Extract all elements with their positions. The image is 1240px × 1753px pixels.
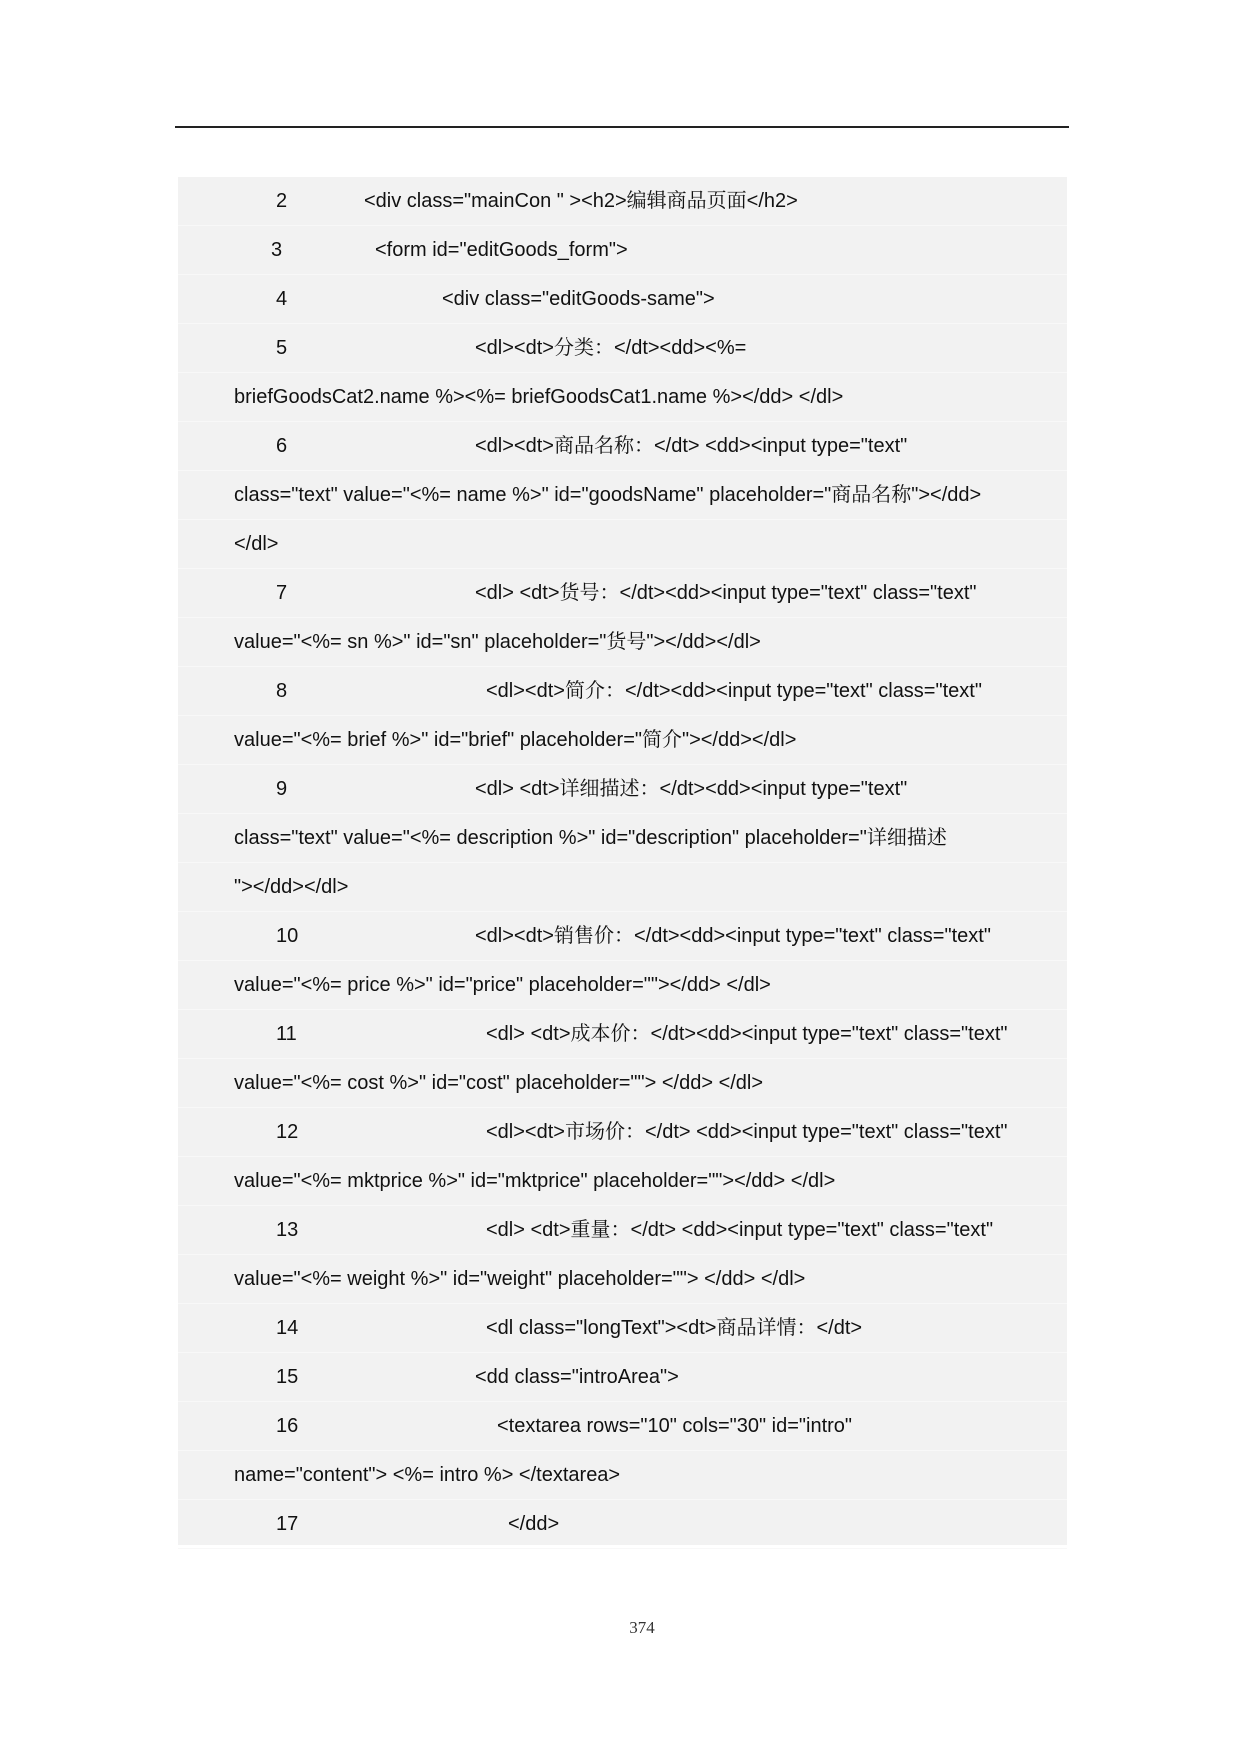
line-code: <div class="editGoods-same"> — [442, 288, 715, 310]
line-number: 9 — [276, 778, 288, 800]
line-code: <dl> <dt>重量：</dt> <dd><input type="text" class="text" — [486, 1219, 994, 1241]
code-line — [178, 422, 1067, 471]
line-number: 7 — [276, 582, 288, 604]
line-number: 15 — [276, 1366, 299, 1388]
code-line — [178, 912, 1067, 961]
line-code: <dl class="longText"><dt>商品详情：</dt> — [486, 1317, 863, 1339]
line-code: <dd class="introArea"> — [475, 1366, 679, 1388]
line-number: 5 — [276, 337, 288, 359]
code-line-continuation — [178, 814, 1067, 863]
line-number: 12 — [276, 1121, 299, 1143]
code-line-continuation — [178, 373, 1067, 422]
code-line — [178, 324, 1067, 373]
line-code: </dd> — [508, 1513, 560, 1535]
line-code: <dl><dt>商品名称：</dt> <dd><input type="text" — [475, 435, 908, 457]
code-line — [178, 667, 1067, 716]
line-code-continuation: </dl> — [234, 533, 279, 555]
line-code-continuation: "></dd></dl> — [234, 876, 349, 898]
code-line — [178, 765, 1067, 814]
line-number: 2 — [276, 190, 288, 212]
code-listing — [178, 177, 1067, 1545]
line-number: 10 — [276, 925, 299, 947]
code-line-continuation — [178, 618, 1067, 667]
code-line-continuation — [178, 520, 1067, 569]
code-line-continuation — [178, 863, 1067, 912]
line-code-continuation: value="<%= mktprice %>" id="mktprice" placeholder=""></dd> </dl> — [234, 1170, 836, 1192]
line-number: 4 — [276, 288, 288, 310]
line-number: 8 — [276, 680, 288, 702]
line-number: 13 — [276, 1219, 299, 1241]
code-line — [178, 275, 1067, 324]
line-code-continuation: value="<%= price %>" id="price" placeholder=""></dd> </dl> — [234, 974, 771, 996]
line-code: <dl><dt>简介：</dt><dd><input type="text" class="text" — [486, 680, 982, 702]
code-line-continuation — [178, 1451, 1067, 1500]
line-code: <dl> <dt>详细描述：</dt><dd><input type="text" — [475, 778, 908, 800]
code-line — [178, 1500, 1067, 1549]
line-number: 16 — [276, 1415, 299, 1437]
line-number: 11 — [276, 1023, 297, 1045]
code-line — [178, 177, 1067, 226]
line-code: <dl><dt>销售价：</dt><dd><input type="text" class="text" — [475, 925, 991, 947]
code-line — [178, 1304, 1067, 1353]
code-line — [178, 1353, 1067, 1402]
code-line-continuation — [178, 1157, 1067, 1206]
line-code-continuation: value="<%= cost %>" id="cost" placeholder=""> </dd> </dl> — [234, 1072, 764, 1094]
line-number: 3 — [271, 239, 283, 261]
page-number: 374 — [629, 1618, 655, 1637]
line-code-continuation: value="<%= brief %>" id="brief" placeholder="简介"></dd></dl> — [234, 729, 797, 751]
line-code-continuation: value="<%= sn %>" id="sn" placeholder="货号"></dd></dl> — [234, 631, 761, 653]
code-line — [178, 1206, 1067, 1255]
line-number: 14 — [276, 1317, 299, 1339]
line-code: <dl><dt>分类：</dt><dd><%= — [475, 337, 747, 359]
line-code: <form id="editGoods_form"> — [375, 239, 628, 261]
line-number: 6 — [276, 435, 288, 457]
line-code-continuation: value="<%= weight %>" id="weight" placeholder=""> </dd> </dl> — [234, 1268, 806, 1290]
code-line — [178, 1108, 1067, 1157]
code-line-continuation — [178, 961, 1067, 1010]
code-line-continuation — [178, 1255, 1067, 1304]
line-number: 17 — [276, 1513, 299, 1535]
line-code-continuation: name="content"> <%= intro %> </textarea> — [234, 1464, 621, 1486]
line-code: <div class="mainCon " ><h2>编辑商品页面</h2> — [364, 190, 798, 212]
code-line — [178, 569, 1067, 618]
code-line-continuation — [178, 716, 1067, 765]
line-code: <dl> <dt>货号：</dt><dd><input type="text" class="text" — [475, 582, 977, 604]
line-code: <dl><dt>市场价：</dt> <dd><input type="text" class="text" — [486, 1121, 1008, 1143]
code-line-continuation — [178, 1059, 1067, 1108]
line-code: <textarea rows="10" cols="30" id="intro" — [497, 1415, 853, 1437]
line-code-continuation: class="text" value="<%= name %>" id="goodsName" placeholder="商品名称"></dd> — [234, 484, 982, 506]
line-code-continuation: briefGoodsCat2.name %><%= briefGoodsCat1.name %></dd> </dl> — [234, 386, 844, 408]
line-code-continuation: class="text" value="<%= description %>" id="description" placeholder="详细描述 — [234, 827, 947, 849]
code-line-continuation — [178, 471, 1067, 520]
code-line — [178, 226, 1067, 275]
code-line — [178, 1402, 1067, 1451]
line-code: <dl> <dt>成本价：</dt><dd><input type="text" class="text" — [486, 1023, 1008, 1045]
header-rule — [175, 126, 1069, 128]
code-line — [178, 1010, 1067, 1059]
